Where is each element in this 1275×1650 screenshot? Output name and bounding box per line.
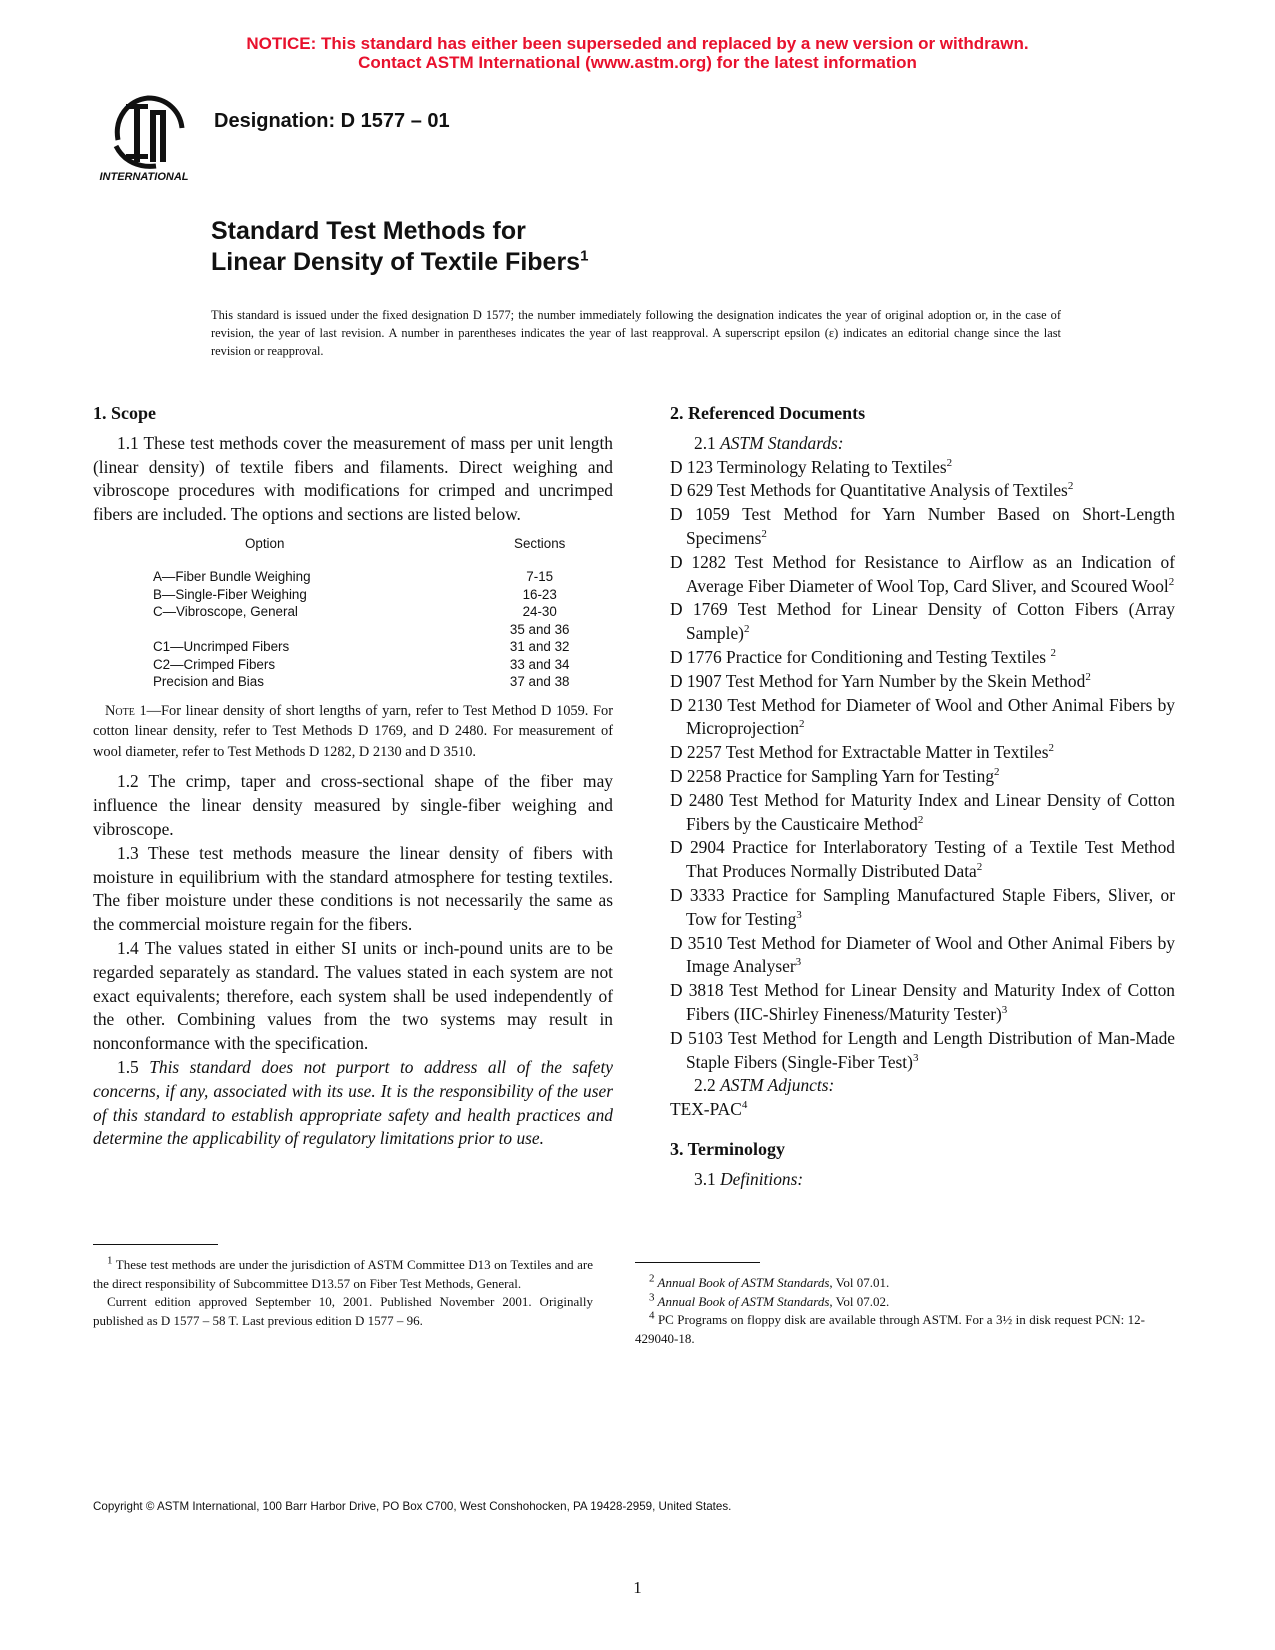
reference-footnote-mark: 2 [743,623,750,636]
footnote-rule-left [93,1244,218,1245]
reference-item [670,884,1175,932]
reference-footnote-mark: 2 [946,456,953,469]
note-1 [93,701,613,763]
reference-footnote-mark: 3 [796,908,802,921]
reference-text: D 2480 Test Method for Maturity Index and Linear Density of Cotton Fibers by the Causticaire Method [670,789,1175,834]
footnote-4-text: PC Programs on floppy disk are available through ASTM. For a 3½ in disk request PCN: 12-429040-18. [635,1312,1145,1346]
footnote-2 [635,1274,1145,1293]
issue-note: This standard is issued under the fixed designation D 1577; the number immediately following the designation indicates the year of original adoption or, in the case of revision, the year of last revision. A number in parentheses indicates the year of last reapproval. A superscript epsilon (ε) indicates an editorial change since the last revision or reapproval. [211,308,1061,358]
title-line-2 [211,247,588,278]
footnote-4 [635,1311,1145,1348]
adjunct-text: TEX-PAC [670,1099,742,1120]
footnote-3-book: Annual Book of ASTM Standards [654,1293,830,1309]
reference-footnote-mark: 2 [917,813,924,826]
reference-text: D 629 Test Methods for Quantitative Analysis of Textiles [670,480,1068,501]
table-cell: 37 and 38 [509,674,570,690]
subsection-2-2-number: 2.2 [694,1075,721,1096]
table-cell: C—Vibroscope, General [153,604,298,620]
reference-footnote-mark: 2 [1067,480,1074,493]
table-cell: C2—Crimped Fibers [153,656,276,672]
table-row [153,673,613,691]
reference-text: D 2258 Practice for Sampling Yarn for Testing [670,765,995,786]
footnote-1-mark: 1 [107,1254,113,1267]
reference-footnote-mark: 2 [976,861,983,874]
subsection-3-1 [670,1168,1175,1192]
table-cell: B—Single-Fiber Weighing [153,586,307,602]
reference-footnote-mark: 2 [1168,575,1175,588]
table-cell: 35 and 36 [509,621,570,637]
subsection-3-1-label: Definitions: [720,1168,804,1189]
subsection-2-1-label: ASTM Standards: [720,432,844,453]
reference-text: D 2130 Test Method for Diameter of Wool and Other Animal Fibers by Microprojection [670,694,1175,739]
table-cell: 24-30 [522,604,557,620]
table-header-sections: Sections [514,535,566,551]
reference-text: D 1907 Test Method for Yarn Number by the Skein Method [670,670,1086,691]
reference-item [670,503,1175,551]
reference-footnote-mark: 2 [761,528,767,541]
reference-item [670,646,1175,670]
note-label: Note [105,702,135,719]
reference-text: D 1769 Test Method for Linear Density of Cotton Fibers (Array Sample) [670,599,1175,644]
title-line-1: Standard Test Methods for [211,217,526,245]
page-number: 1 [633,1578,642,1597]
footnote-3-mark: 3 [649,1291,655,1304]
table-row [153,586,613,604]
footnote-3 [635,1293,1145,1312]
reference-text: D 3818 Test Method for Linear Density and Maturity Index of Cotton Fibers (IIC-Shirley Fineness/Maturity Tester) [670,980,1175,1024]
reference-item [670,836,1175,884]
title-footnote-mark: 1 [580,247,589,265]
table-row [153,656,613,674]
footnotes-left [93,1256,593,1330]
reference-footnote-mark: 2 [1050,647,1056,660]
paragraph-1-5-number: 1.5 [117,1057,150,1078]
designation: Designation: D 1577 – 01 [214,110,450,132]
reference-footnote-mark: 2 [994,766,1000,779]
reference-item [670,670,1175,694]
options-table [153,535,613,691]
notice-line-2: Contact ASTM International (www.astm.org) for the latest information [358,53,917,72]
astm-logo [96,88,196,183]
reference-text: D 1776 Practice for Conditioning and Testing Textiles [670,646,1051,667]
subsection-3-1-number: 3.1 [694,1168,721,1189]
copyright: Copyright © ASTM International, 100 Barr Harbor Drive, PO Box C700, West Conshohocken, PA 19428-2959, United States. [93,1500,732,1513]
table-cell: 31 and 32 [509,639,570,655]
astm-logo-mark [116,98,182,166]
reference-item [670,979,1175,1027]
table-row [153,568,613,586]
section-2-heading: 2. Referenced Documents [670,403,866,423]
reference-footnote-mark: 3 [795,956,802,969]
table-cell: C1—Uncrimped Fibers [153,639,290,655]
footnote-3-volume: , Vol 07.02. [829,1293,890,1309]
reference-list [670,456,1175,1075]
footnote-2-volume: , Vol 07.01. [829,1275,890,1290]
reference-item [670,932,1175,980]
footnote-2-book: Annual Book of ASTM Standards [654,1275,830,1290]
reference-footnote-mark: 2 [1048,742,1054,755]
table-cell [153,621,466,639]
right-column [670,402,1175,1192]
table-header-option: Option [244,535,285,551]
reference-text: D 1282 Test Method for Resistance to Airflow as an Indication of Average Fiber Diameter of Wool Top, Card Sliver, and Scoured Wool [670,551,1175,596]
paragraph-1-5-text: This standard does not purport to address all of the safety concerns, if any, associated with its use. It is the responsibility of the user of this standard to establish appropriate safety and health practices and determine the applicability of regulatory limitations prior to use. [93,1057,613,1149]
subsection-2-2-label: ASTM Adjuncts: [720,1075,835,1096]
reference-item [670,479,1175,503]
subsection-2-2 [670,1074,1175,1098]
reference-item [670,741,1175,765]
table-cell: A—Fiber Bundle Weighing [153,569,311,585]
table-cell: 7-15 [526,569,554,585]
reference-item [670,694,1175,742]
adjunct-footnote-mark: 4 [741,1099,748,1112]
reference-text: D 123 Terminology Relating to Textiles [670,456,947,477]
section-3-heading: 3. Terminology [670,1138,786,1159]
subsection-2-1-number: 2.1 [694,432,721,453]
reference-text: D 5103 Test Method for Length and Length Distribution of Man-Made Staple Fibers (Single-Fiber Test) [670,1027,1175,1072]
section-1-heading: 1. Scope [93,403,156,423]
reference-text: D 2257 Test Method for Extractable Matter in Textiles [670,742,1049,763]
reference-text: D 1059 Test Method for Yarn Number Based on Short-Length Specimens [670,504,1175,548]
document-title [211,216,588,278]
paragraph-1-4: 1.4 The values stated in either SI units or inch-pound units are to be regarded separately as standard. The values stated in each system are not exact equivalents; therefore, each system shall be used independently of the other. Combining values from the two systems may result in nonconformance with the specification. [93,938,613,1054]
footnote-1-text: These test methods are under the jurisdiction of ASTM Committee D13 on Textiles and are the direct responsibility of Subcommittee D13.57 on Fiber Test Methods, General. [93,1257,593,1291]
table-row [153,638,613,656]
logo-caption: INTERNATIONAL [99,171,189,183]
paragraph-1-1: 1.1 These test methods cover the measurement of mass per unit length (linear density) of textile fibers and filaments. Direct weighing and vibroscope procedures with modifications for crimped and uncrimped fibers are included. The options and sections are listed below. [93,432,613,525]
reference-footnote-mark: 2 [1085,670,1091,683]
table-row [153,621,613,639]
reference-footnote-mark: 3 [912,1051,919,1064]
reference-item [670,789,1175,837]
paragraph-1-3: 1.3 These test methods measure the linear density of fibers with moisture in equilibrium with the standard atmosphere for testing textiles. The fiber moisture under these conditions is not necessarily the same as the commercial moisture regain for the fibers. [93,842,613,935]
footnotes-right [635,1274,1145,1348]
table-row [153,603,613,621]
note-text: 1—For linear density of short lengths of yarn, refer to Test Method D 1059. For cotton linear density, refer to Test Methods D 1769, and D 2480. For measurement of wool diameter, refer to Test Methods D 1282, D 2130 and D 3510. [93,702,613,760]
adjunct-item [670,1098,1175,1122]
paragraph-1-2: 1.2 The crimp, taper and cross-sectional shape of the fiber may influence the linear density measured by single-fiber weighing and vibroscope. [93,771,613,840]
left-column [93,402,613,1151]
table-cell: 33 and 34 [509,656,570,672]
reference-text: D 3510 Test Method for Diameter of Wool and Other Animal Fibers by Image Analyser [670,932,1175,977]
notice-line-1: NOTICE: This standard has either been superseded and replaced by a new version or withdrawn. [246,34,1029,53]
subsection-2-1 [670,432,1175,456]
title-line-2-text: Linear Density of Textile Fibers [211,248,581,276]
footnote-4-mark: 4 [649,1309,655,1322]
table-cell: Precision and Bias [153,674,264,690]
logo-letters: ASTM [144,136,148,137]
reference-item [670,551,1175,599]
footnote-1 [93,1256,593,1293]
reference-item [670,598,1175,646]
paragraph-1-5 [93,1056,613,1151]
footnote-rule-right [635,1262,760,1263]
reference-footnote-mark: 2 [799,718,805,731]
footnote-2-mark: 2 [649,1272,655,1285]
reference-item [670,456,1175,480]
notice-banner [0,34,1275,72]
table-cell: 16-23 [522,586,557,602]
reference-item [670,765,1175,789]
reference-item [670,1027,1175,1075]
table-header-row [153,535,613,569]
footnote-1-edition: Current edition approved September 10, 2001. Published November 2001. Originally published as D 1577 – 58 T. Last previous edition D 1577 – 96. [93,1294,593,1328]
reference-text: D 2904 Practice for Interlaboratory Testing of a Textile Test Method That Produces Normally Distributed Data [670,837,1175,882]
reference-footnote-mark: 3 [1001,1004,1008,1017]
reference-text: D 3333 Practice for Sampling Manufactured Staple Fibers, Sliver, or Tow for Testing [670,884,1175,929]
